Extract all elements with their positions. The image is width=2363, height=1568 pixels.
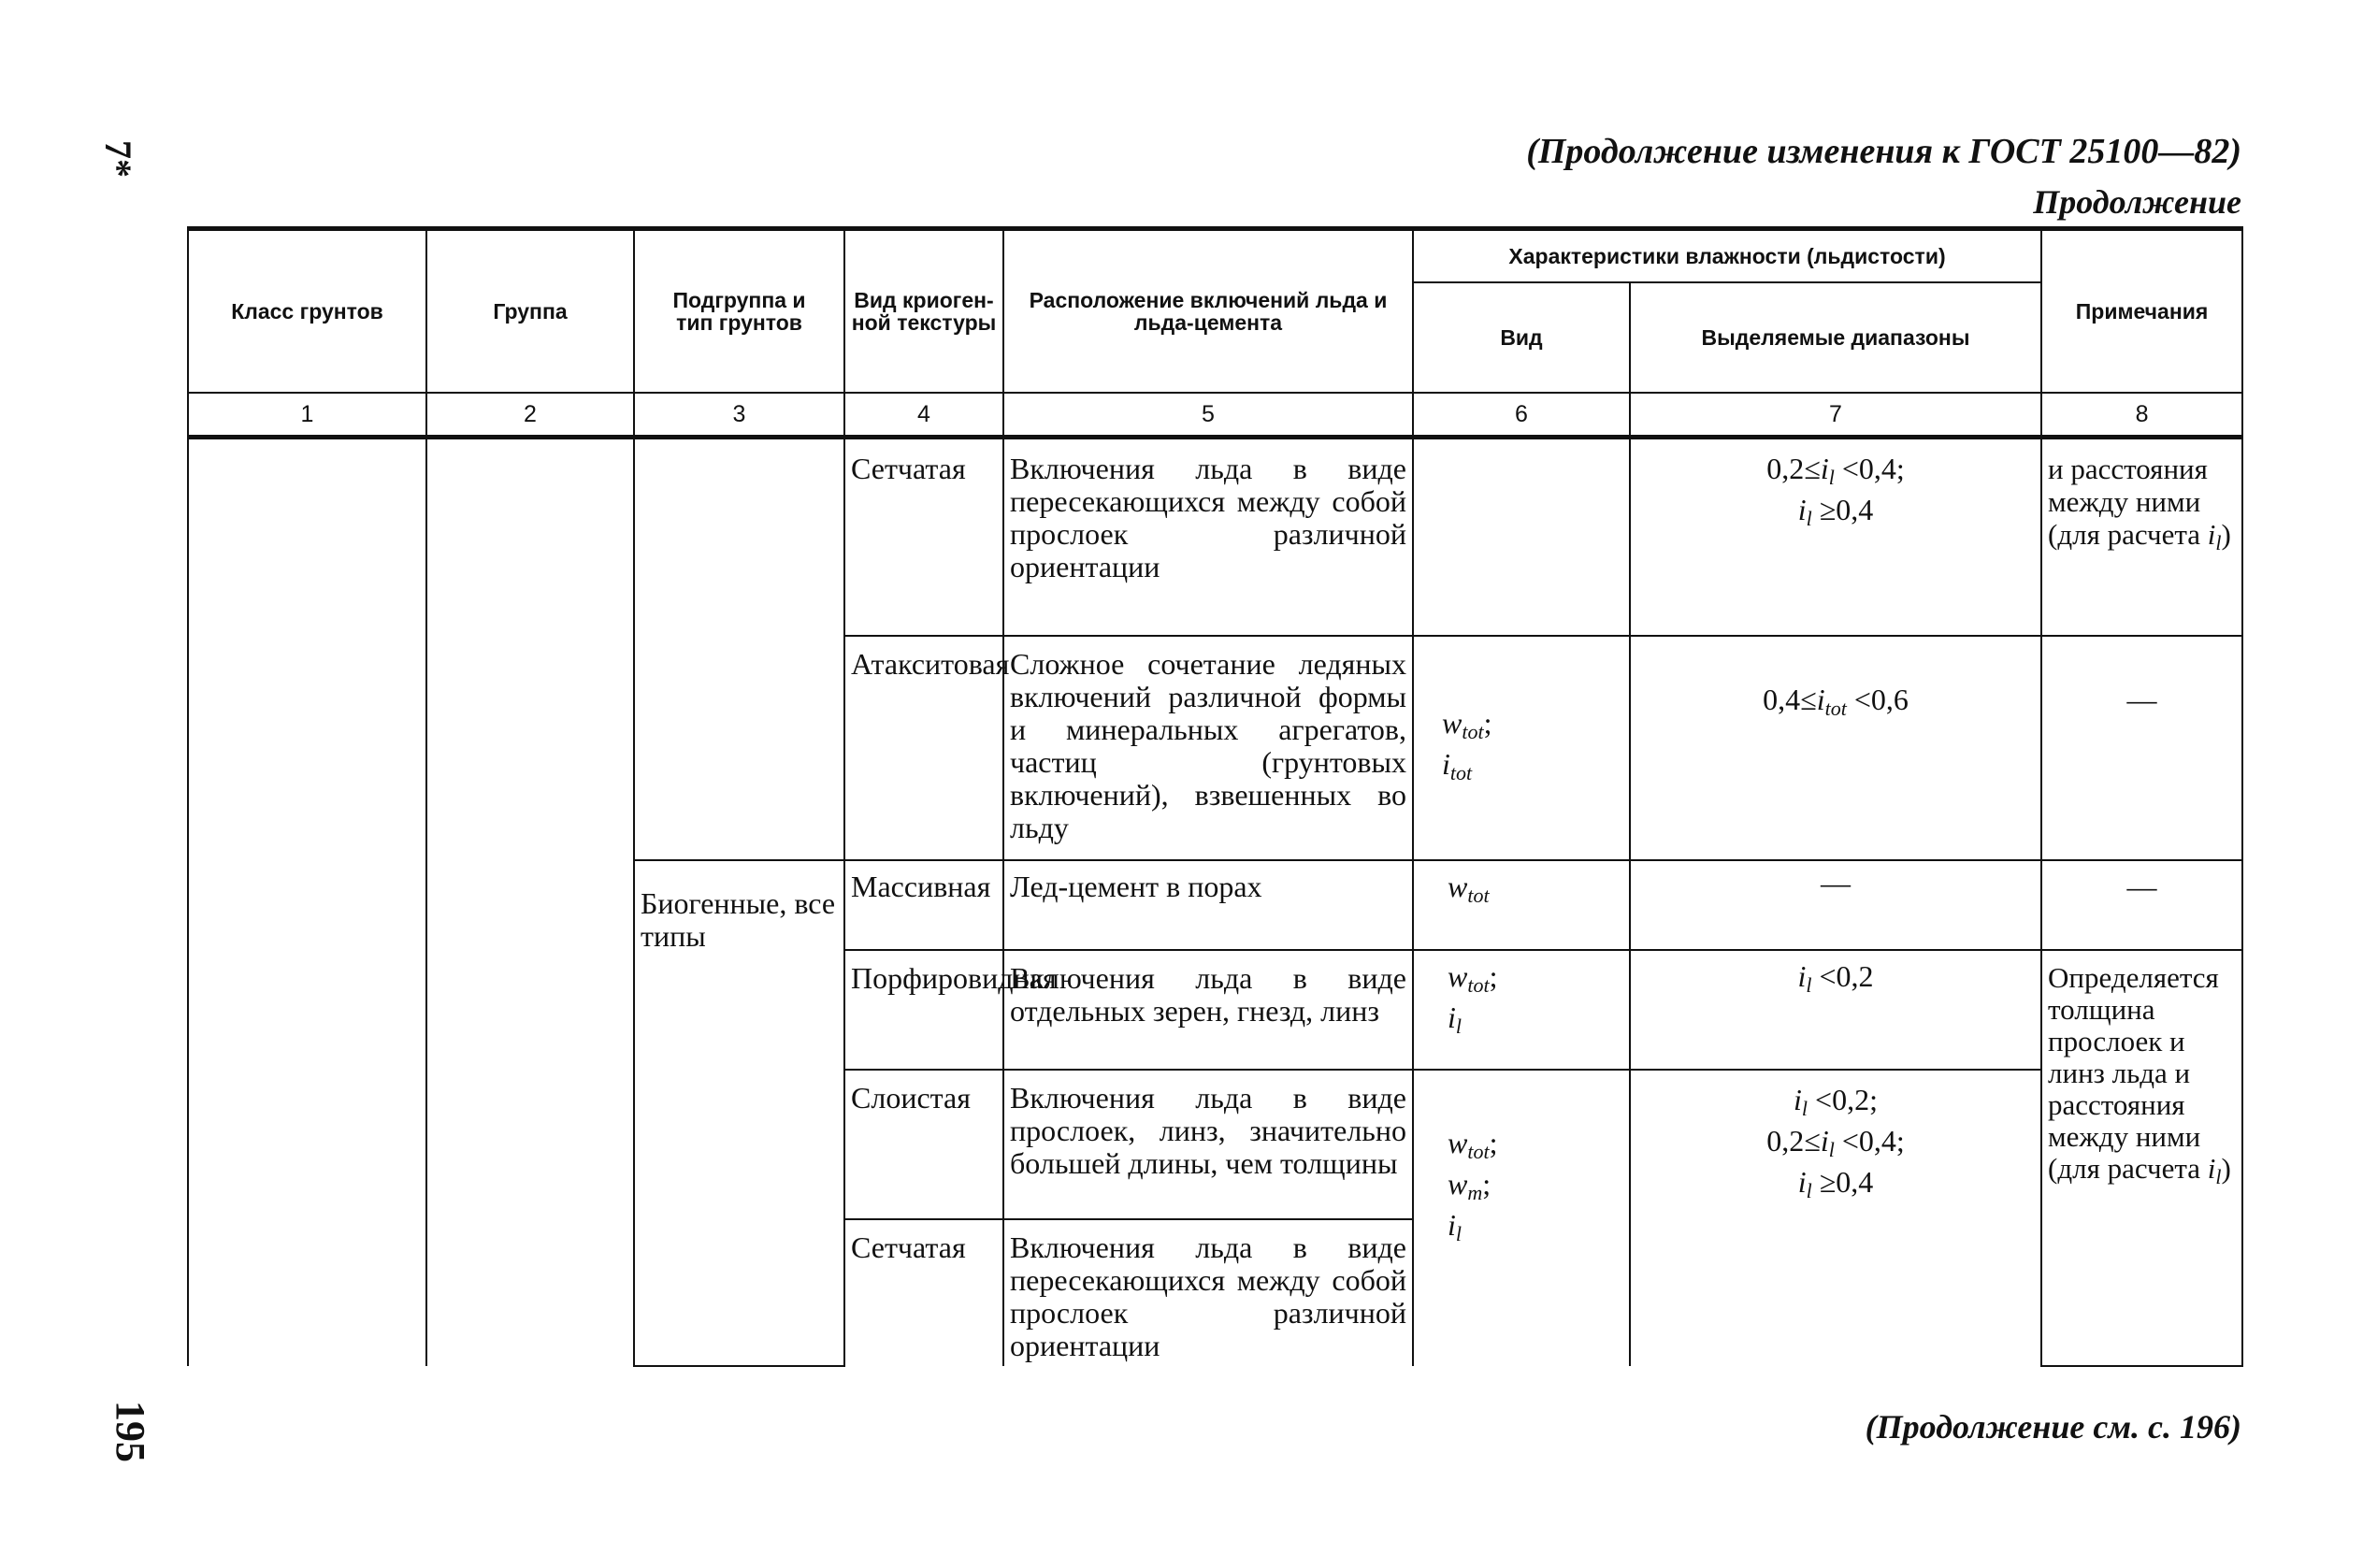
cell-texture: Массивная	[844, 860, 1003, 950]
col-header-notes: Примечания	[2041, 229, 2242, 394]
cell-note: и расстояния между ними (для расчета $i_l$)	[2041, 438, 2242, 636]
table-row	[188, 438, 2242, 636]
cell-kind: $w_{tot}$; $w_m$; $i_l$	[1413, 1070, 1630, 1366]
cell-class	[188, 438, 426, 1366]
cell-location: Включения льда в виде прослоек, линз, значительно большей длины, чем толщины	[1003, 1070, 1413, 1219]
cell-range: $i_l <0,2$; $0,2\le i_l <0,4$; $i_l \ge 0,4$	[1630, 1070, 2041, 1366]
page-number: 195	[108, 1401, 153, 1462]
col-header-ranges: Выделяемые диапазоны	[1630, 282, 2041, 393]
cell-range: $0,4\le i_{tot} <0,6$	[1630, 636, 2041, 860]
col-number: 4	[844, 393, 1003, 438]
cell-note: —	[2041, 636, 2242, 860]
col-number: 1	[188, 393, 426, 438]
continuation-note: (Продолжение см. с. 196)	[1865, 1408, 2241, 1446]
cell-location: Включения льда в виде пересекающихся между собой прослоек различной ориентации	[1003, 438, 1413, 636]
cell-kind	[1413, 438, 1630, 636]
cell-range: —	[1630, 860, 2041, 950]
cell-note: —	[2041, 860, 2242, 950]
cell-texture: Сетчатая	[844, 1219, 1003, 1366]
cell-location: Включения льда в виде отдельных зерен, гнезд, линз	[1003, 950, 1413, 1070]
col-number: 6	[1413, 393, 1630, 438]
cell-texture: Порфировидная	[844, 950, 1003, 1070]
cell-range: $0,2\le i_l <0,4$; $i_l \ge 0,4$	[1630, 438, 2041, 636]
cell-subgroup	[634, 438, 844, 860]
margin-mark: 7*	[97, 140, 139, 178]
header-title: (Продолжение изменения к ГОСТ 25100—82)	[1526, 132, 2241, 171]
cell-texture: Слоистая	[844, 1070, 1003, 1219]
col-header-class: Класс грунтов	[188, 229, 426, 394]
cell-texture: Сетчатая	[844, 438, 1003, 636]
col-header-subgroup: Подгруппа и тип грунтов	[634, 229, 844, 394]
col-header-group: Группа	[426, 229, 634, 394]
cell-note: Определяется толщина прослоек и линз льда и расстояния между ними (для расчета $i_l$)	[2041, 950, 2242, 1366]
cell-kind: $w_{tot}$; $i_{tot}$	[1413, 636, 1630, 860]
gost-table	[187, 226, 2243, 1367]
cell-kind: $w_{tot}$	[1413, 860, 1630, 950]
header-subtitle: Продолжение	[2033, 183, 2241, 221]
col-number: 3	[634, 393, 844, 438]
col-number: 5	[1003, 393, 1413, 438]
cell-range: $i_l <0,2$	[1630, 950, 2041, 1070]
col-header-kind: Вид	[1413, 282, 1630, 393]
col-header-humidity: Характеристики влажности (льдистости)	[1413, 229, 2041, 283]
col-number: 7	[1630, 393, 2041, 438]
col-header-location: Расположение включений льда и льда-цемента	[1003, 229, 1413, 394]
cell-location: Включения льда в виде пересекающихся между собой прослоек различной ориентации	[1003, 1219, 1413, 1366]
cell-texture: Атакситовая	[844, 636, 1003, 860]
cell-kind: $w_{tot}$; $i_l$	[1413, 950, 1630, 1070]
cell-group	[426, 438, 634, 1366]
col-number: 2	[426, 393, 634, 438]
cell-location: Сложное сочетание ледяных включений различной формы и минеральных агрегатов, частиц (грунтовых включений), взвешенных во льду	[1003, 636, 1413, 860]
col-header-texture: Вид криоген-ной текстуры	[844, 229, 1003, 394]
col-number: 8	[2041, 393, 2242, 438]
cell-subgroup: Биогенные, все типы	[634, 860, 844, 1366]
cell-location: Лед-цемент в порах	[1003, 860, 1413, 950]
